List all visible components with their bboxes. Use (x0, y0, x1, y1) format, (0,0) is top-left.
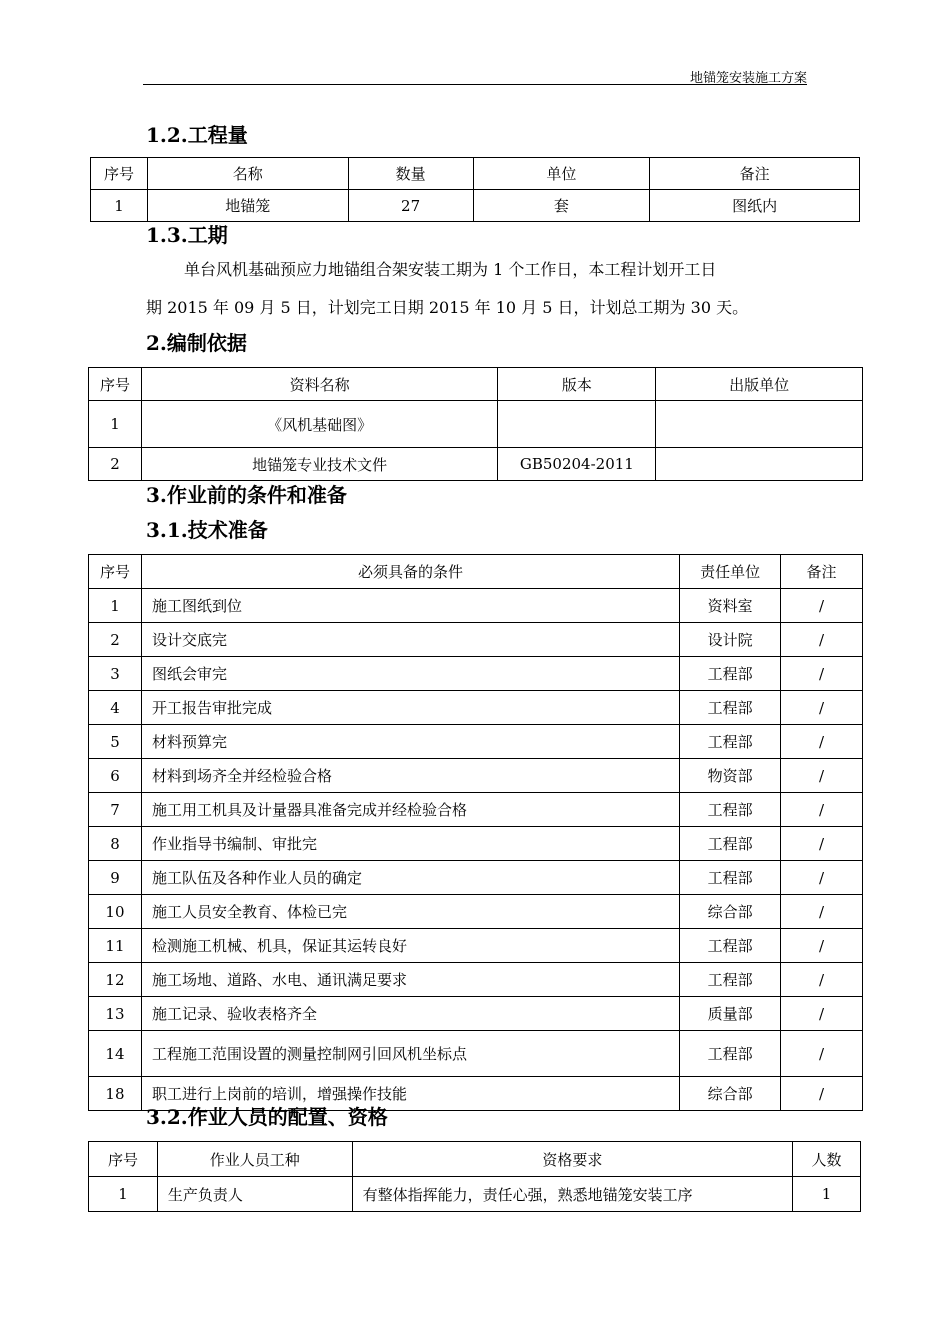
table-cell: 4 (89, 691, 142, 725)
table-cell: / (781, 623, 863, 657)
table-cell: 18 (89, 1077, 142, 1111)
table-cell: 工程部 (680, 657, 781, 691)
table-header-row (89, 1142, 861, 1177)
table-cell: 工程部 (680, 861, 781, 895)
table-cell: 1 (89, 401, 142, 448)
header-cell: 备注 (781, 555, 863, 589)
table-cell: / (781, 827, 863, 861)
table-cell: 地锚笼专业技术文件 (141, 448, 497, 481)
table-cell: / (781, 725, 863, 759)
table-cell: 工程部 (680, 929, 781, 963)
table-cell: / (781, 1031, 863, 1077)
table-row (89, 1177, 861, 1212)
table-row (91, 190, 860, 222)
table-cell: 1 (793, 1177, 861, 1212)
table-cell: 生产负责人 (157, 1177, 352, 1212)
table-cell: 施工场地、道路、水电、通讯满足要求 (141, 963, 679, 997)
table-cell (498, 401, 656, 448)
table-cell: 设计院 (680, 623, 781, 657)
table-cell: 14 (89, 1031, 142, 1077)
table-cell: 8 (89, 827, 142, 861)
table-cell: 材料到场齐全并经检验合格 (141, 759, 679, 793)
table-row (89, 725, 863, 759)
table-cell: 作业指导书编制、审批完 (141, 827, 679, 861)
header-rule (143, 84, 807, 85)
table-cell: 2 (89, 623, 142, 657)
table-header-row (91, 158, 860, 190)
table-cell (656, 448, 863, 481)
table-cell: 工程部 (680, 793, 781, 827)
header-title: 地锚笼安装施工方案 (689, 71, 807, 86)
schedule-paragraph-line-2: 期 2015 年 09 月 5 日，计划完工日期 2015 年 10 月 5 日，计划总工期为 30 天。 (146, 298, 749, 317)
table-row (89, 895, 863, 929)
table-cell: 施工队伍及各种作业人员的确定 (141, 861, 679, 895)
table-cell: 物资部 (680, 759, 781, 793)
table-row (89, 929, 863, 963)
table-row (89, 589, 863, 623)
table-cell: 12 (89, 963, 142, 997)
table-cell: 11 (89, 929, 142, 963)
table-row (89, 759, 863, 793)
table-header-row (89, 368, 863, 401)
table-row (89, 997, 863, 1031)
table-row (89, 623, 863, 657)
section-heading-1-2: 1.2.工程量 (146, 123, 248, 147)
table-cell: 2 (89, 448, 142, 481)
table-cell: / (781, 997, 863, 1031)
table-row (89, 793, 863, 827)
table-cell: 1 (91, 190, 148, 222)
table-cell: 施工图纸到位 (141, 589, 679, 623)
header-cell: 序号 (89, 555, 142, 589)
basis-table (88, 367, 863, 481)
table-cell: 13 (89, 997, 142, 1031)
table-row (89, 827, 863, 861)
section-heading-2: 2.编制依据 (146, 331, 247, 355)
header-cell: 名称 (147, 158, 348, 190)
table-cell: 开工报告审批完成 (141, 691, 679, 725)
table-row (89, 448, 863, 481)
table-cell: 施工用工机具及计量器具准备完成并经检验合格 (141, 793, 679, 827)
table-cell: 图纸会审完 (141, 657, 679, 691)
table-row (89, 963, 863, 997)
header-cell: 单位 (473, 158, 650, 190)
header-cell: 作业人员工种 (157, 1142, 352, 1177)
table-cell: 5 (89, 725, 142, 759)
section-heading-3-1: 3.1.技术准备 (146, 518, 268, 542)
tech-prep-table (88, 554, 863, 1111)
table-cell: 工程部 (680, 725, 781, 759)
header-cell: 责任单位 (680, 555, 781, 589)
table-cell: 图纸内 (650, 190, 860, 222)
table-cell: 地锚笼 (147, 190, 348, 222)
table-cell: / (781, 929, 863, 963)
table-cell: / (781, 861, 863, 895)
table-row (89, 1031, 863, 1077)
table-cell: / (781, 963, 863, 997)
section-heading-3: 3.作业前的条件和准备 (146, 483, 347, 507)
table-cell: / (781, 1077, 863, 1111)
table-cell: 工程部 (680, 691, 781, 725)
table-row (89, 691, 863, 725)
table-cell: 9 (89, 861, 142, 895)
table-cell: 材料预算完 (141, 725, 679, 759)
table-cell: / (781, 793, 863, 827)
table-cell: 1 (89, 1177, 158, 1212)
table-cell: 1 (89, 589, 142, 623)
table-header-row (89, 555, 863, 589)
header-cell: 资料名称 (141, 368, 497, 401)
table-cell: 《风机基础图》 (141, 401, 497, 448)
table-cell: / (781, 691, 863, 725)
table-cell: 7 (89, 793, 142, 827)
table-cell: 有整体指挥能力，责任心强，熟悉地锚笼安装工序 (352, 1177, 792, 1212)
header-cell: 人数 (793, 1142, 861, 1177)
header-cell: 序号 (89, 1142, 158, 1177)
table-cell: / (781, 759, 863, 793)
section-heading-3-2: 3.2.作业人员的配置、资格 (146, 1105, 388, 1129)
table-cell: 施工记录、验收表格齐全 (141, 997, 679, 1031)
table-cell: / (781, 589, 863, 623)
quantity-table (90, 157, 860, 222)
table-cell: 综合部 (680, 895, 781, 929)
table-cell: 设计交底完 (141, 623, 679, 657)
staff-table (88, 1141, 861, 1212)
table-cell: 工程部 (680, 1031, 781, 1077)
table-row (89, 401, 863, 448)
table-cell: 检测施工机械、机具，保证其运转良好 (141, 929, 679, 963)
table-row (89, 861, 863, 895)
table-cell (656, 401, 863, 448)
table-cell: 10 (89, 895, 142, 929)
section-heading-1-3: 1.3.工期 (146, 223, 228, 247)
table-cell: 6 (89, 759, 142, 793)
table-cell: 套 (473, 190, 650, 222)
table-cell: / (781, 895, 863, 929)
schedule-paragraph-line-1: 单台风机基础预应力地锚组合架安装工期为 1 个工作日，本工程计划开工日 (184, 260, 717, 279)
table-cell: / (781, 657, 863, 691)
table-cell: 27 (348, 190, 473, 222)
header-cell: 序号 (91, 158, 148, 190)
header-cell: 数量 (348, 158, 473, 190)
table-cell: GB50204-2011 (498, 448, 656, 481)
table-cell: 综合部 (680, 1077, 781, 1111)
header-cell: 备注 (650, 158, 860, 190)
header-cell: 序号 (89, 368, 142, 401)
header-cell: 必须具备的条件 (141, 555, 679, 589)
table-cell: 质量部 (680, 997, 781, 1031)
table-cell: 工程施工范围设置的测量控制网引回风机坐标点 (141, 1031, 679, 1077)
table-row (89, 657, 863, 691)
table-cell: 施工人员安全教育、体检已完 (141, 895, 679, 929)
table-cell: 3 (89, 657, 142, 691)
header-cell: 资格要求 (352, 1142, 792, 1177)
table-cell: 资料室 (680, 589, 781, 623)
table-cell: 职工进行上岗前的培训，增强操作技能 (141, 1077, 679, 1111)
header-cell: 出版单位 (656, 368, 863, 401)
table-cell: 工程部 (680, 963, 781, 997)
table-cell: 工程部 (680, 827, 781, 861)
header-cell: 版本 (498, 368, 656, 401)
